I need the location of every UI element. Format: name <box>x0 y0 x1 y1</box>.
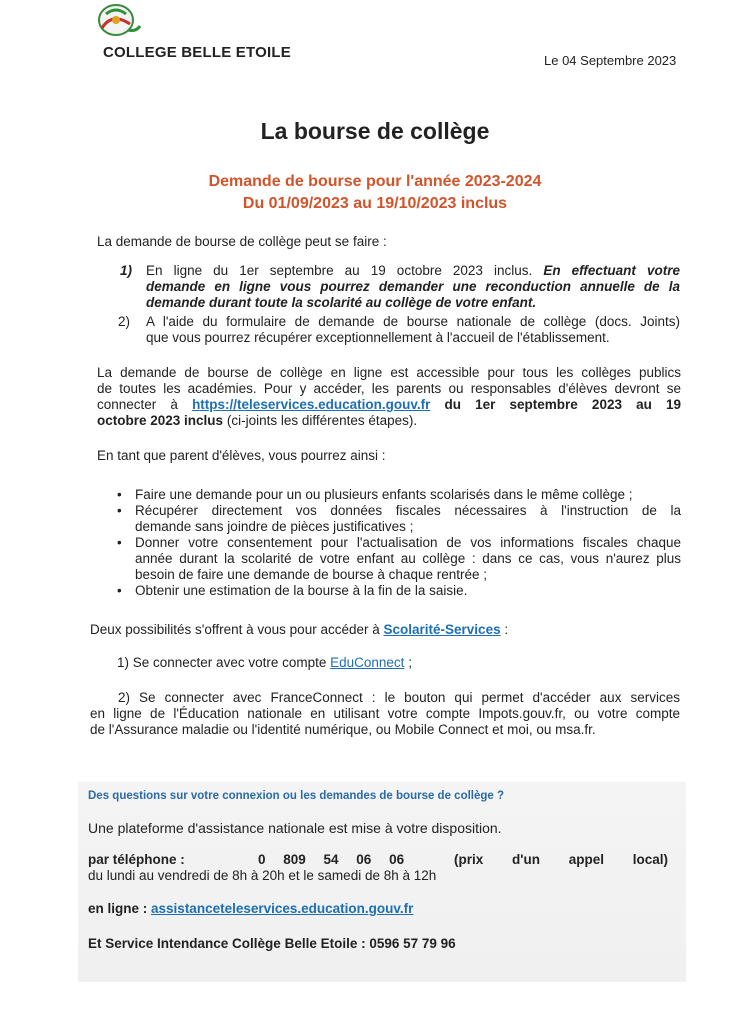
page-title: La bourse de collège <box>260 118 490 144</box>
online-help <box>88 901 413 917</box>
access-option-2-line-1: 2) Se connecter avec FranceConnect : le bouton qui permet d'accéder aux services <box>118 690 680 705</box>
phone-number: 0 809 54 06 06 <box>258 852 405 867</box>
access-option-1 <box>117 655 412 671</box>
access-intro-end: : <box>504 622 509 637</box>
educonnect-link[interactable]: EduConnect <box>330 655 405 670</box>
access-option-2-line-3: de l'Assurance maladie ou l'identité numérique, ou Mobile Connect et moi, ou msa.fr. <box>90 722 596 737</box>
assistance-link[interactable]: assistanceteleservices.education.gouv.fr <box>151 901 414 916</box>
option-2-line-2: que vous pourrez récupérer exceptionnellement à l'accueil de l'établissement. <box>146 330 610 345</box>
online-para-line-1: La demande de bourse de collège en ligne est accessible pour tous les collèges publics <box>97 365 681 380</box>
bullet-2-line-1: Récupérer directement vos données fiscales nécessaires à l'instruction de la <box>135 503 681 518</box>
bullet-3-line-2: année durant la scolarité de votre enfant au collège : dans ce cas, vous n'aurez plus <box>135 551 681 566</box>
online-para-steps: (ci-joints les différentes étapes). <box>226 413 418 428</box>
subtitle-line-1: Demande de bourse pour l'année 2023-2024 <box>208 173 542 190</box>
bullet-3-line-1: Donner votre consentement pour l'actualisation de vos informations fiscales chaque <box>135 535 681 550</box>
document-date: Le 04 Septembre 2023 <box>544 53 677 68</box>
school-name: COLLEGE BELLE ETOILE <box>103 44 291 61</box>
access-intro <box>90 622 508 638</box>
bullet-4-line-1: Obtenir une estimation de la bourse à la fin de la saisie. <box>135 583 468 598</box>
access-option-2-line-2: en ligne de l'Éducation nationale en utilisant votre compte Impots.gouv.fr, ou votre compte <box>90 706 680 721</box>
online-para-connect: connecter à <box>97 397 178 412</box>
school-crest-logo <box>92 2 142 38</box>
online-para-line-3 <box>97 397 681 413</box>
option-1-line-2: demande en ligne vous pourrez demander une reconduction annuelle de la <box>146 279 680 294</box>
bullet-3-line-3: besoin de faire une demande de bourse à chaque rentrée ; <box>135 567 488 582</box>
access-option-1-text: 1) Se connecter avec votre compte <box>117 655 327 670</box>
online-para-line-4 <box>97 413 417 429</box>
bullet-dot: • <box>117 487 122 502</box>
access-option-1-end: ; <box>408 655 412 670</box>
intro-text: La demande de bourse de collège peut se faire : <box>97 234 387 249</box>
option-2-number: 2) <box>118 314 131 329</box>
option-2-line-1: A l'aide du formulaire de demande de bourse nationale de collège (docs. Joints) <box>146 314 680 329</box>
teleservices-link[interactable]: https://teleservices.education.gouv.fr <box>192 397 431 412</box>
option-1-line-3: demande durant toute la scolarité au collège de votre enfant. <box>146 295 537 310</box>
online-para-end-date: octobre 2023 inclus <box>97 413 224 428</box>
option-1-emphasis: En effectuant votre <box>543 263 680 278</box>
access-intro-text: Deux possibilités s'offrent à vous pour accéder à <box>90 622 380 637</box>
phone-label: par téléphone : <box>88 852 185 867</box>
scolarite-services-link[interactable]: Scolarité-Services <box>383 622 501 637</box>
option-1-plain: En ligne du 1er septembre au 19 octobre 2023 inclus. <box>146 263 533 278</box>
phone-hours: du lundi au vendredi de 8h à 20h et le samedi de 8h à 12h <box>88 868 437 883</box>
bullet-dot: • <box>117 583 122 598</box>
help-question: Des questions sur votre connexion ou les demandes de bourse de collège ? <box>88 790 505 802</box>
option-1-line-1 <box>146 263 680 279</box>
online-para-dates: du 1er septembre 2023 au 19 <box>444 397 681 412</box>
bullet-1-line-1: Faire une demande pour un ou plusieurs enfants scolarisés dans le même collège ; <box>135 487 633 502</box>
parents-intro: En tant que parent d'élèves, vous pourrez ainsi : <box>97 448 386 463</box>
phone-note: (prix d'un appel local) <box>454 852 668 867</box>
bullet-dot: • <box>117 535 122 550</box>
online-help-label: en ligne : <box>88 901 148 916</box>
bullet-dot: • <box>117 503 122 518</box>
subtitle-line-2: Du 01/09/2023 au 19/10/2023 inclus <box>242 195 508 212</box>
help-platform: Une plateforme d'assistance nationale est mise à votre disposition. <box>88 820 502 836</box>
intendance-contact: Et Service Intendance Collège Belle Etoile : 0596 57 79 96 <box>88 936 456 951</box>
bullet-2-line-2: demande sans joindre de pièces justificatives ; <box>135 519 414 534</box>
option-1-number: 1) <box>120 263 133 278</box>
online-para-line-2: de toutes les académies. Pour y accéder, les parents ou responsables d'élèves devront se <box>97 381 681 396</box>
